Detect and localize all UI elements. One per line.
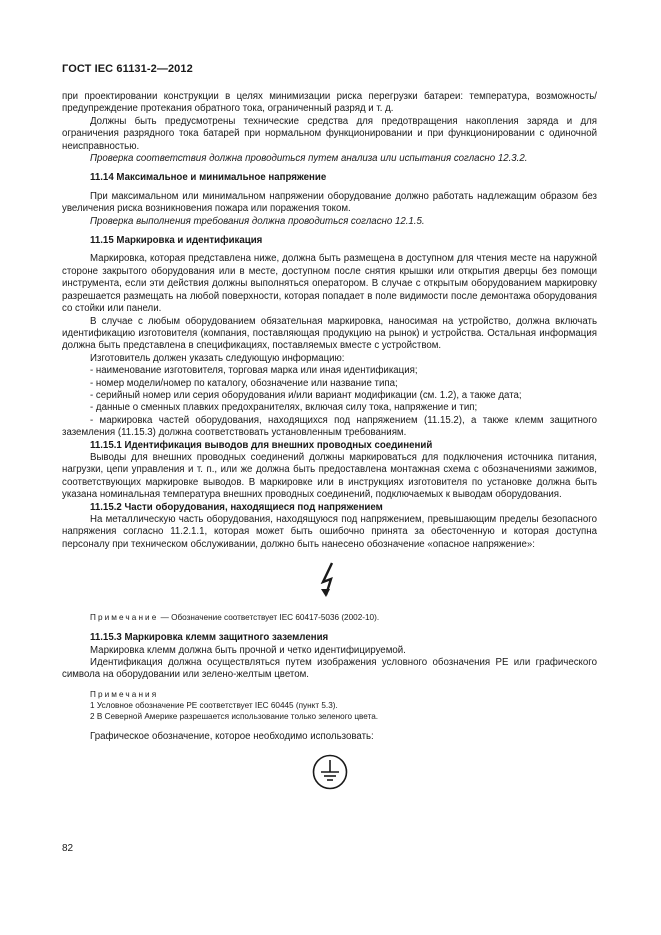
verification-note: Проверка соответствия должна проводиться путем анализа или испытания согласно 12.3.2. [90, 153, 528, 165]
paragraph: В случае с любым оборудованием обязательная маркировка, наносимая на устройство, должна включать идентификацию изготовителя (компания, поставляющая продукцию на рынок) и устройства. Остальная информация должна быть представлена в спецификациях, поставляемых вместе с устройством. [62, 315, 597, 352]
notes-block [62, 689, 597, 722]
paragraph: Должны быть предусмотрены технические средства для предотвращения накопления заряда и для ограничения разрядного тока батарей при нормальном функционировании и при функционировании с одиночной неисправностью. [62, 115, 597, 152]
paragraph: Идентификация должна осуществляться путем изображения условного обозначения РЕ или графического символа на оборудовании или зелено-желтым цветом. [62, 657, 597, 681]
paragraph: Маркировка клемм должна быть прочной и четко идентифицируемой. [90, 644, 406, 656]
note-label: Примечание [90, 613, 159, 623]
note-item: 2 В Северной Америке разрешается использование только зеленого цвета. [90, 711, 379, 721]
note [62, 612, 597, 623]
high-voltage-symbol-block [62, 561, 597, 601]
verification-note: Проверка выполнения требования должна проводиться согласно 12.1.5. [90, 215, 425, 227]
note-text: — Обозначение соответствует IEC 60417-5036 (2002-10). [158, 613, 380, 623]
paragraph: Графическое обозначение, которое необходимо использовать: [90, 730, 374, 742]
protective-earth-icon [311, 753, 349, 791]
list-item: - наименование изготовителя, торговая марка или иная идентификация; [90, 365, 418, 377]
paragraph: Маркировка, которая представлена ниже, должна быть размещена в доступном для чтения месте на наружной стороне закрытого оборудования или в месте, доступном после снятия крышки или открытия дверцы без помощи инструмента, если эти действия должны выполняться оператором. В случае с открытым оборудованием маркировку разрешается размещать на любой поверхности, которая попадает в поле видимости после демонтажа оборудования со стойки или панели. [62, 253, 597, 315]
high-voltage-icon [317, 561, 343, 601]
section-heading-11-15-2: 11.15.2 Части оборудования, находящиеся под напряжением [90, 501, 383, 513]
section-heading-11-15: 11.15 Маркировка и идентификация [90, 235, 263, 247]
ground-symbol-block [62, 753, 597, 791]
list-item: - данные о сменных плавких предохранителях, включая силу тока, напряжение и тип; [90, 402, 478, 414]
paragraph: Выводы для внешних проводных соединений должны маркироваться для подключения источника питания, нагрузки, цепи управления и т. п., или же должна быть предоставлена монтажная схема с обозначениями зажимов, соответствующих маркировке выводов. В маркировке или в инструкциях изготовителя по установке должна быть указана номинальная температура внешних проводных соединений, подключаемых к выводам оборудования. [62, 451, 597, 501]
paragraph: При максимальном или минимальном напряжении оборудование должно работать надлежащим образом без увеличения риска возникновения пожара или поражения током. [62, 190, 597, 215]
paragraph: Изготовитель должен указать следующую информацию: [90, 352, 345, 364]
notes-label: Примечания [90, 689, 159, 699]
paragraph: при проектировании конструкции в целях минимизации риска перегрузки батареи: температура, возможность/предупреждение протекания обратного тока, ограниченный разряд и т. д. [62, 91, 597, 115]
list-item: - номер модели/номер по каталогу, обозначение или название типа; [90, 377, 398, 389]
paragraph: На металлическую часть оборудования, находящуюся под напряжением, превышающим пределы безопасного напряжения согласно 11.2.1.1, которая может быть ошибочно принята за обесточенную и которая доступна персоналу при техническом обслуживании, должно быть нанесено обозначение «опасное напряжение»: [62, 514, 597, 550]
section-heading-11-14: 11.14 Максимальное и минимальное напряжение [90, 172, 327, 184]
note-item: 1 Условное обозначение РЕ соответствует IEC 60445 (пункт 5.3). [90, 700, 338, 710]
document-body [62, 91, 597, 791]
document-header: ГОСТ IEC 61131-2—2012 [62, 63, 193, 75]
list-item: - маркировка частей оборудования, находящихся под напряжением (11.15.2), а также клемм защитного заземления (11.15.3) должна соответствовать установленным требованиям. [62, 414, 597, 439]
section-heading-11-15-1: 11.15.1 Идентификация выводов для внешних проводных соединений [90, 439, 433, 451]
page-number: 82 [62, 843, 74, 854]
section-heading-11-15-3: 11.15.3 Маркировка клемм защитного заземления [90, 632, 329, 644]
list-item: - серийный номер или серия оборудования и/или вариант модификации (см. 1.2), а также дата; [90, 389, 522, 401]
